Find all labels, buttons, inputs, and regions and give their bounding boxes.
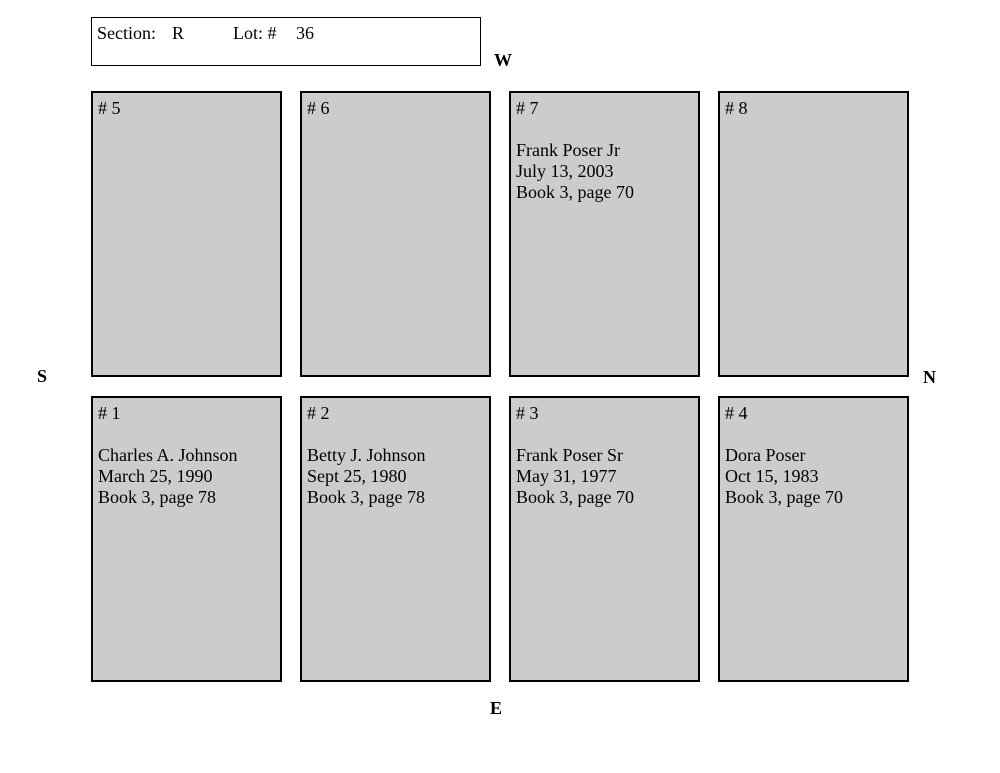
burial-name: Dora Poser <box>725 445 806 465</box>
burial-date: July 13, 2003 <box>516 161 614 181</box>
burial-name: Frank Poser Sr <box>516 445 623 465</box>
plot-number: # 7 <box>516 98 539 118</box>
burial-name: Charles A. Johnson <box>98 445 238 465</box>
compass-east: E <box>490 698 503 718</box>
plot-burial-info <box>307 445 426 508</box>
plot-2 <box>300 396 491 682</box>
plot-8 <box>718 91 909 377</box>
burial-date: March 25, 1990 <box>98 466 213 486</box>
section-lot-header <box>91 17 481 66</box>
burial-record: Book 3, page 70 <box>725 487 843 507</box>
plot-number: # 4 <box>725 403 748 423</box>
plot-1 <box>91 396 282 682</box>
plot-burial-info <box>516 445 634 508</box>
plot-5 <box>91 91 282 377</box>
plot-burial-info <box>98 445 238 508</box>
compass-south: S <box>37 366 48 386</box>
plot-burial-info <box>516 140 634 203</box>
section-value: R <box>172 23 185 43</box>
lot-value: 36 <box>296 23 314 43</box>
plot-number: # 2 <box>307 403 330 423</box>
burial-record: Book 3, page 78 <box>307 487 425 507</box>
plot-burial-info <box>725 445 843 508</box>
burial-name: Frank Poser Jr <box>516 140 620 160</box>
plot-number: # 5 <box>98 98 121 118</box>
plot-4 <box>718 396 909 682</box>
plot-number: # 6 <box>307 98 330 118</box>
plot-3 <box>509 396 700 682</box>
burial-name: Betty J. Johnson <box>307 445 426 465</box>
section-label: Section: <box>97 23 156 43</box>
plot-number: # 1 <box>98 403 121 423</box>
burial-date: May 31, 1977 <box>516 466 617 486</box>
plot-7 <box>509 91 700 377</box>
burial-date: Sept 25, 1980 <box>307 466 407 486</box>
burial-date: Oct 15, 1983 <box>725 466 819 486</box>
plot-number: # 8 <box>725 98 748 118</box>
burial-record: Book 3, page 70 <box>516 487 634 507</box>
compass-west: W <box>494 50 512 70</box>
burial-record: Book 3, page 78 <box>98 487 216 507</box>
plot-6 <box>300 91 491 377</box>
burial-record: Book 3, page 70 <box>516 182 634 202</box>
lot-label: Lot: # <box>233 23 277 43</box>
plot-number: # 3 <box>516 403 539 423</box>
compass-north: N <box>923 367 936 387</box>
